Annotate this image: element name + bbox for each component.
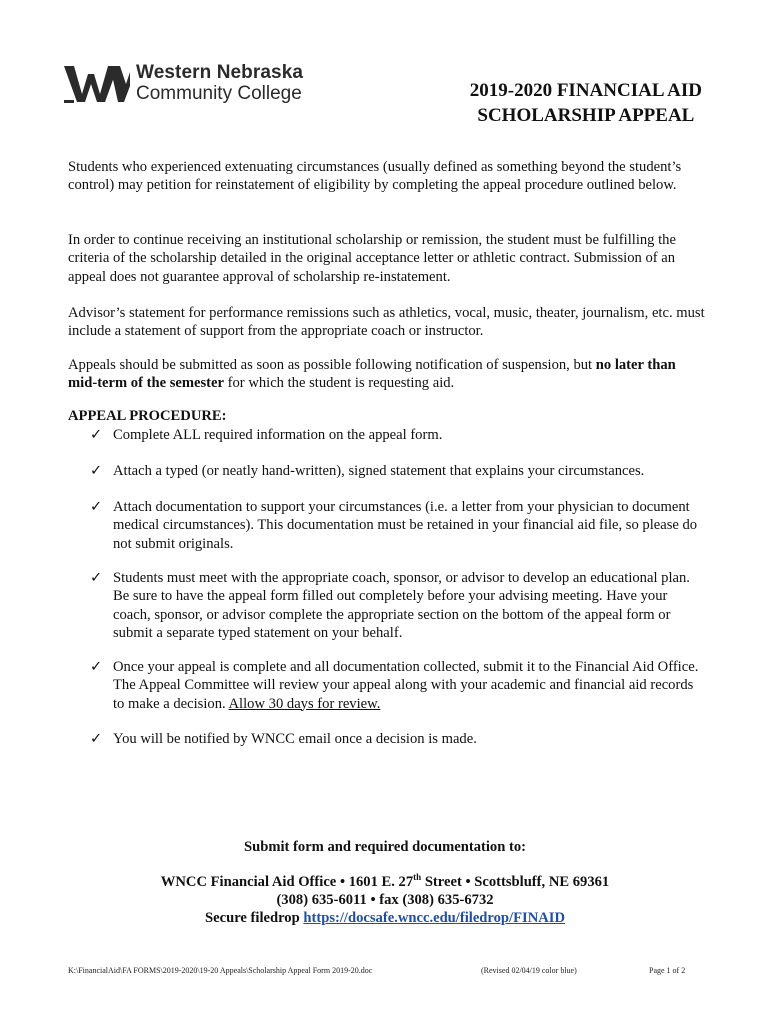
procedure-step-text: Attach documentation to support your circumstances (i.e. a letter from your physician to document medical circumstances). This documentation must be retained in your financial aid file, so please do not submit originals. <box>113 499 698 552</box>
form-title-line2: SCHOLARSHIP APPEAL <box>477 105 695 126</box>
filedrop-line <box>0 909 770 927</box>
footer-page-number: Page 1 of 2 <box>649 966 686 975</box>
advisor-statement-paragraph: Advisor’s statement for performance remissions such as athletics, vocal, music, theater, journalism, etc. must include a statement of support from the appropriate coach or instructor. <box>68 305 705 340</box>
deadline-text-start: Appeals should be submitted as soon as possible following notification of suspension, but <box>68 357 596 373</box>
procedure-heading: APPEAL PROCEDURE: <box>68 408 227 424</box>
form-title <box>470 78 702 128</box>
college-logo <box>64 62 314 106</box>
procedure-step <box>90 569 706 642</box>
deadline-text-end: for which the student is requesting aid. <box>224 375 455 392</box>
wncc-w-logo-icon <box>64 64 130 104</box>
procedure-step <box>90 498 706 553</box>
procedure-step-text: Students must meet with the appropriate coach, sponsor, or advisor to develop an educational plan. Be sure to have the appeal form filled out completely before your advising meeting. Have your coach, sponsor, or advisor complete the appropriate section on the bottom of the appeal form or submit a separate typed statement on your behalf. <box>113 570 690 641</box>
procedure-step <box>90 658 706 713</box>
procedure-step <box>90 462 706 480</box>
deadline-paragraph <box>68 356 706 393</box>
form-title-line1: 2019-2020 FINANCIAL AID <box>469 80 702 101</box>
procedure-step-text-main: Once your appeal is complete and all documentation collected, submit it to the Financial Aid Office. The Appeal Committee will review your appeal along with your academic and financial aid records to make a decision. <box>113 659 699 712</box>
college-name-line1: Western Nebraska <box>136 62 304 83</box>
scholarship-criteria-paragraph: In order to continue receiving an institutional scholarship or remission, the student must be fulfilling the criteria of the scholarship detailed in the original acceptance letter or athletic contract. Submission of an appeal does not guarantee approval of scholarship re-instatement. <box>68 232 676 285</box>
procedure-step <box>90 730 706 748</box>
footer-revision: (Revised 02/04/19 color blue) <box>481 966 577 975</box>
procedure-step <box>90 426 706 444</box>
procedure-step-text <box>113 658 706 713</box>
filedrop-link[interactable]: https://docsafe.wncc.edu/filedrop/FINAID <box>303 910 565 926</box>
checkmark-icon: ✓ <box>90 659 103 675</box>
checkmark-icon: ✓ <box>90 427 103 443</box>
deadline-emphasis: no later than mid-term of the semester <box>68 357 676 392</box>
submit-heading: Submit form and required documentation to: <box>243 839 527 855</box>
ordinal-suffix: th <box>413 872 422 883</box>
checkmark-icon: ✓ <box>90 499 103 515</box>
filedrop-label: Secure filedrop <box>205 910 304 926</box>
procedure-step-text: You will be notified by WNCC email once a decision is made. <box>113 731 477 747</box>
review-period-note: Allow 30 days for review. <box>228 695 381 712</box>
footer-file-path: K:\FinancialAid\FA FORMS\2019-2020\19-20 Appeals\Scholarship Appeal Form 2019-20.doc <box>68 966 373 975</box>
office-address-start: WNCC Financial Aid Office • 1601 E. 27 <box>160 874 414 890</box>
office-address-end: Street • Scottsbluff, NE 69361 <box>421 874 610 890</box>
checkmark-icon: ✓ <box>90 463 103 479</box>
college-name <box>136 62 303 104</box>
office-phones: (308) 635-6011 • fax (308) 635-6732 <box>276 892 494 908</box>
office-address <box>0 873 770 891</box>
checkmark-icon: ✓ <box>90 731 103 747</box>
intro-paragraph: Students who experienced extenuating circumstances (usually defined as something beyond the student’s control) may petition for reinstatement of eligibility by completing the appeal procedure outlined below. <box>68 159 682 194</box>
college-name-line2: Community College <box>136 83 302 104</box>
procedure-step-text: Attach a typed (or neatly hand-written), signed statement that explains your circumstances. <box>113 463 645 479</box>
checkmark-icon: ✓ <box>90 570 103 586</box>
procedure-step-text: Complete ALL required information on the appeal form. <box>113 427 443 443</box>
